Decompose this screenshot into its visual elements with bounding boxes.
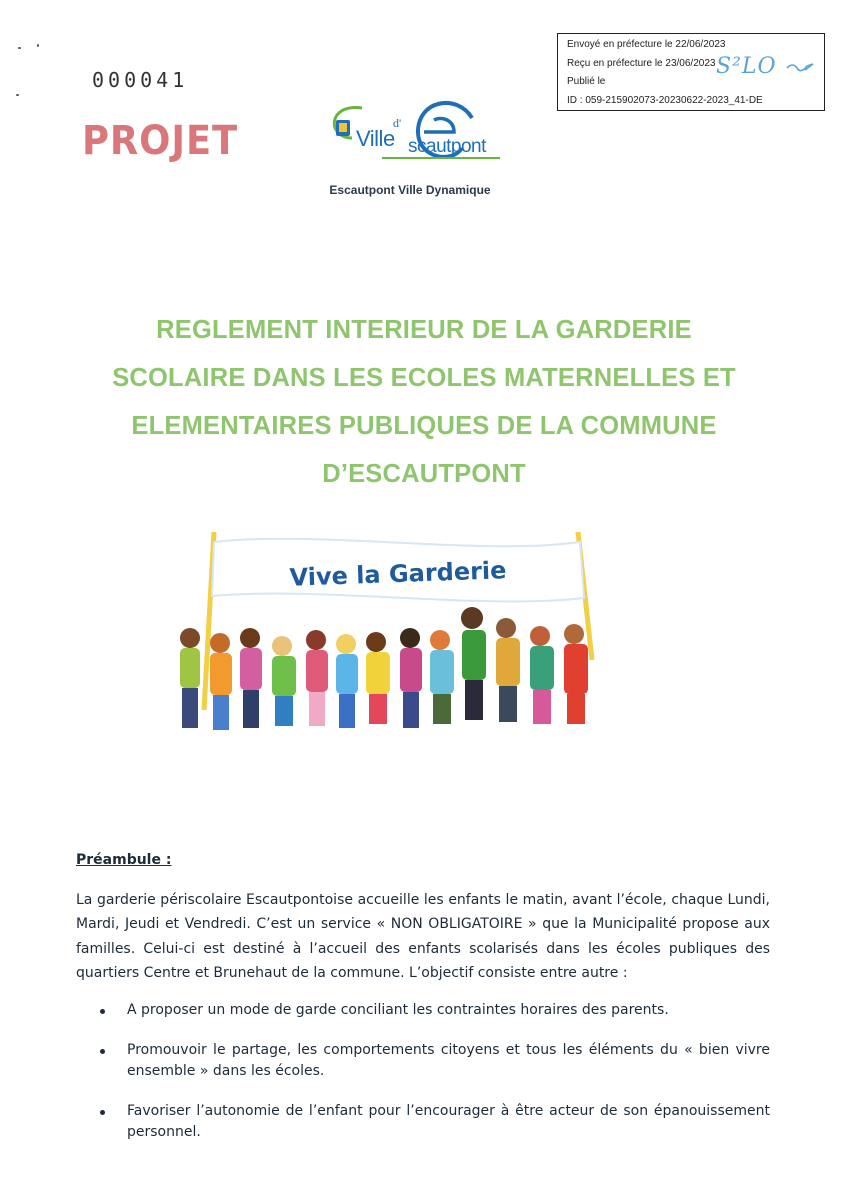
- bullet-text: Promouvoir le partage, les comportements citoyens et tous les éléments du « bien vivre ensemble » dans les écoles.: [127, 1042, 770, 1079]
- bullet-icon: [100, 1009, 105, 1014]
- bullet-icon: [100, 1110, 105, 1115]
- sent-date: Envoyé en préfecture le 22/06/2023: [567, 39, 726, 50]
- list-item: [100, 1000, 770, 1021]
- scan-speck: [16, 94, 19, 96]
- scan-speck: [18, 47, 21, 49]
- received-date: Reçu en préfecture le 23/06/2023: [567, 58, 716, 69]
- logo-tagline: Escautpont Ville Dynamique: [329, 183, 491, 197]
- logo-swoosh: [322, 98, 512, 170]
- logo-main: scautpont: [408, 136, 486, 157]
- children-group: [180, 607, 588, 730]
- signature-flourish: [785, 60, 815, 74]
- bullet-icon: [100, 1049, 105, 1054]
- published-date: Publié le: [567, 76, 606, 87]
- projet-stamp: PROJET: [82, 118, 239, 164]
- objectives-list: [100, 1000, 770, 1143]
- act-id: ID : 059-215902073-20230622-2023_41-DE: [567, 95, 763, 106]
- signature-mark: [716, 54, 815, 79]
- scan-speck: [37, 44, 39, 47]
- children-banner-image: [160, 530, 650, 760]
- signature-text: S²LO: [716, 54, 777, 79]
- list-item: [100, 1040, 770, 1082]
- banner-illustration: [160, 530, 650, 760]
- document-title: REGLEMENT INTERIEUR DE LA GARDERIE SCOLAIRE DANS LES ECOLES MATERNELLES ET ELEMENTAIRES PUBLIQUES DE LA COMMUNE D’ESCAUTPONT: [112, 316, 736, 488]
- list-item: [100, 1101, 770, 1143]
- bullet-text: Favoriser l’autonomie de l’enfant pour l’encourager à être acteur de son épanouissement personnel.: [127, 1103, 770, 1140]
- banner-text: Vive la Garderie: [289, 556, 507, 592]
- bullet-text: A proposer un mode de garde conciliant les contraintes horaires des parents.: [127, 1002, 669, 1018]
- logo-prefix: Ville: [356, 126, 395, 151]
- preamble-paragraph: La garderie périscolaire Escautpontoise accueille les enfants le matin, avant l’école, chaque Lundi, Mardi, Jeudi et Vendredi. C’est un service « NON OBLIGATOIRE » que la Municipalité propose aux familles. Celui-ci est destiné à l’accueil des enfants scolarisés dans les écoles publiques des quartiers Centre et Brunehaut de la commune. L’objectif consiste entre autre :: [76, 892, 770, 981]
- document-number: 000041: [92, 68, 189, 92]
- town-logo: [322, 98, 512, 170]
- logo-small: d': [393, 116, 402, 130]
- preamble-heading: Préambule :: [76, 852, 172, 868]
